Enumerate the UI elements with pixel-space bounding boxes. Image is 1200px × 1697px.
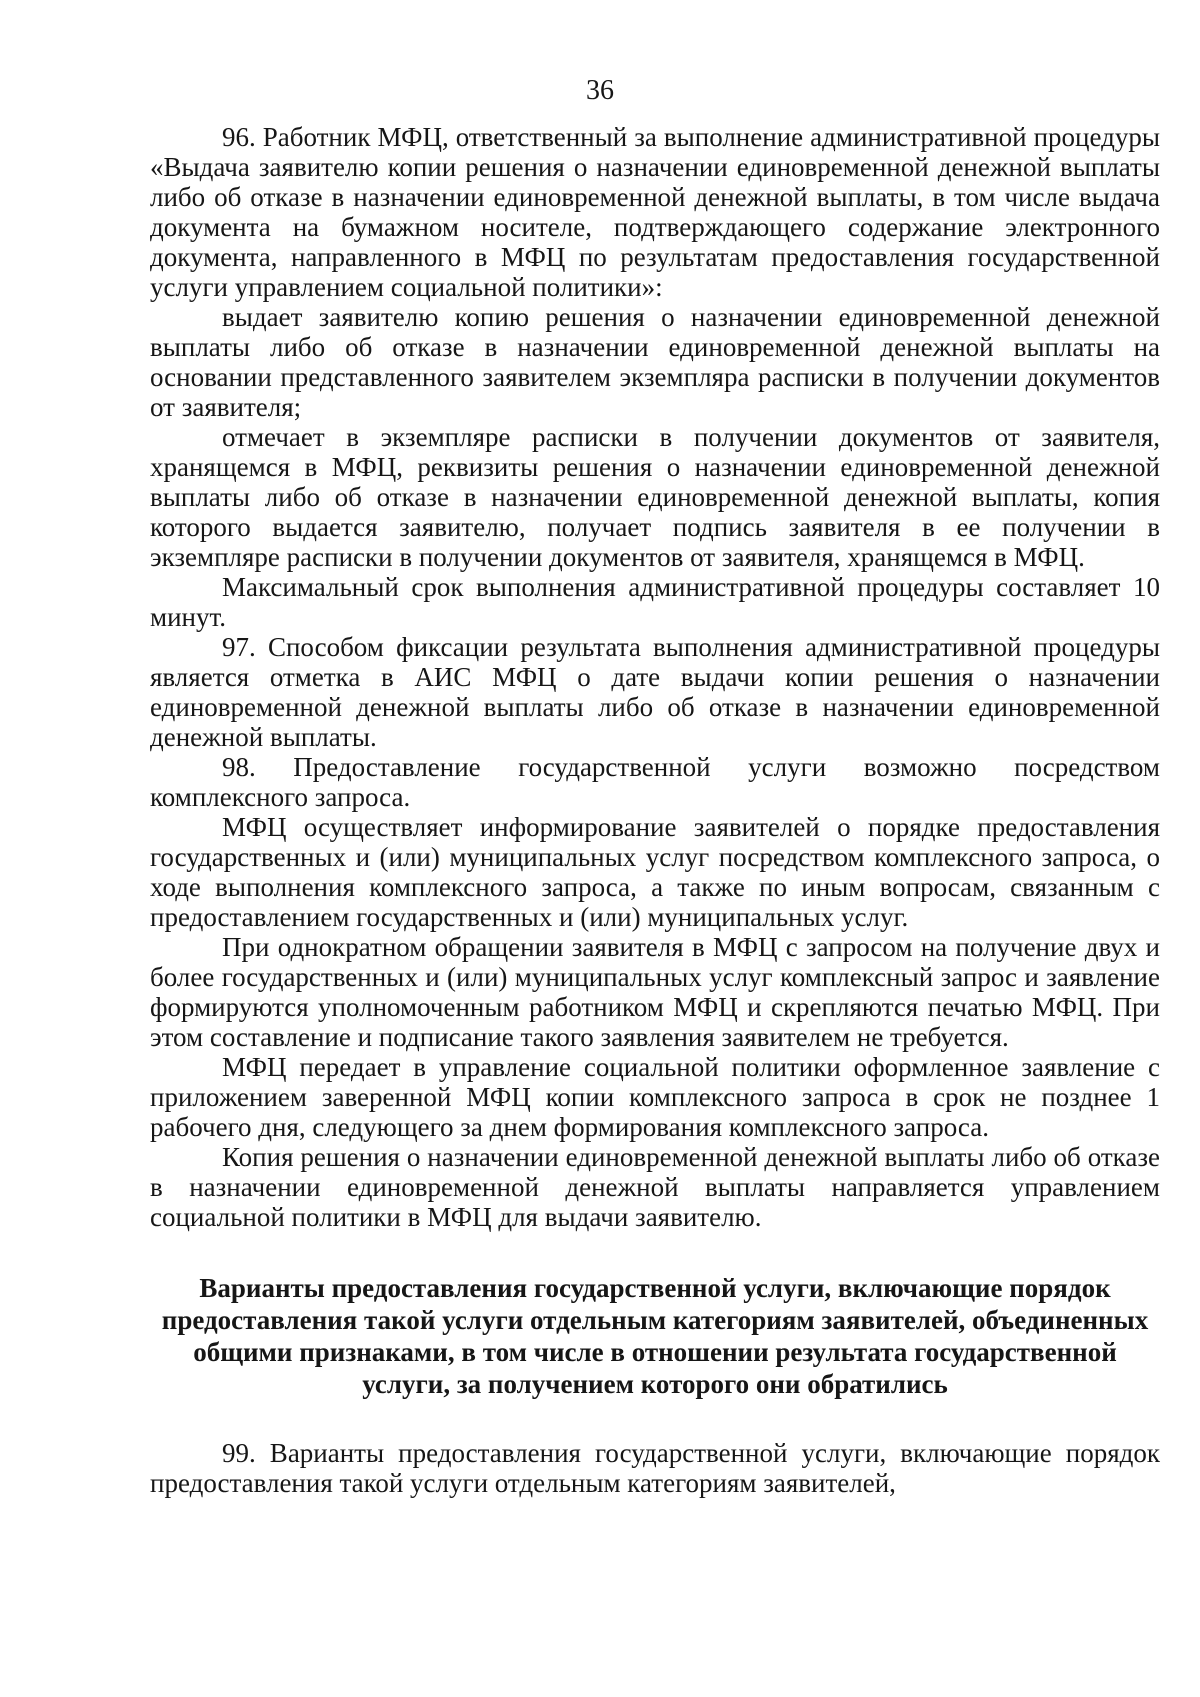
paragraph-99: 99. Варианты предоставления государственной услуги, включающие порядок предоставления такой услуги отдельным категориям заявителей, xyxy=(150,1438,1160,1498)
paragraph-96-max-time: Максимальный срок выполнения административной процедуры составляет 10 минут. xyxy=(150,572,1160,632)
paragraph-96: 96. Работник МФЦ, ответственный за выполнение административной процедуры «Выдача заявителю копии решения о назначении единовременной денежной выплаты либо об отказе в назначении единовременной денежной выплаты, в том числе выдача документа на бумажном носителе, подтверждающего содержание электронного документа, направленного в МФЦ по результатам предоставления государственной услуги управлением социальной политики»: xyxy=(150,122,1160,302)
paragraph-98-informing: МФЦ осуществляет информирование заявителей о порядке предоставления государственных и (или) муниципальных услуг посредством комплексного запроса, о ходе выполнения комплексного запроса, а также по иным вопросам, связанным с предоставлением государственных и (или) муниципальных услуг. xyxy=(150,812,1160,932)
paragraph-98-single-request: При однократном обращении заявителя в МФЦ с запросом на получение двух и более государственных и (или) муниципальных услуг комплексный запрос и заявление формируются уполномоченным работником МФЦ и скрепляются печатью МФЦ. При этом составление и подписание такого заявления заявителем не требуется. xyxy=(150,932,1160,1052)
paragraph-96-item-issue: выдает заявителю копию решения о назначении единовременной денежной выплаты либо об отказе в назначении единовременной денежной выплаты на основании представленного заявителем экземпляра расписки в получении документов от заявителя; xyxy=(150,302,1160,422)
paragraph-98-copy: Копия решения о назначении единовременной денежной выплаты либо об отказе в назначении единовременной денежной выплаты направляется управлением социальной политики в МФЦ для выдачи заявителю. xyxy=(150,1142,1160,1232)
section-heading: Варианты предоставления государственной услуги, включающие порядок предоставления такой услуги отдельным категориям заявителей, объединенных общими признаками, в том числе в отношении результата государственной услуги, за получением которого они обратились xyxy=(161,1273,1149,1399)
paragraph-96-item-mark: отмечает в экземпляре расписки в получении документов от заявителя, хранящемся в МФЦ, реквизиты решения о назначении единовременной денежной выплаты либо об отказе в назначении единовременной денежной выплаты, копия которого выдается заявителю, получает подпись заявителя в ее получении в экземпляре расписки в получении документов от заявителя, хранящемся в МФЦ. xyxy=(150,422,1160,572)
page-number: 36 xyxy=(586,75,614,106)
paragraph-98-transfer: МФЦ передает в управление социальной политики оформленное заявление с приложением заверенной МФЦ копии комплексного запроса в срок не позднее 1 рабочего дня, следующего за днем формирования комплексного запроса. xyxy=(150,1052,1160,1142)
paragraph-97: 97. Способом фиксации результата выполнения административной процедуры является отметка в АИС МФЦ о дате выдачи копии решения о назначении единовременной денежной выплаты либо об отказе в назначении единовременной денежной выплаты. xyxy=(150,632,1160,752)
paragraph-98: 98. Предоставление государственной услуги возможно посредством комплексного запроса. xyxy=(150,752,1160,812)
document-body xyxy=(150,122,1160,1498)
